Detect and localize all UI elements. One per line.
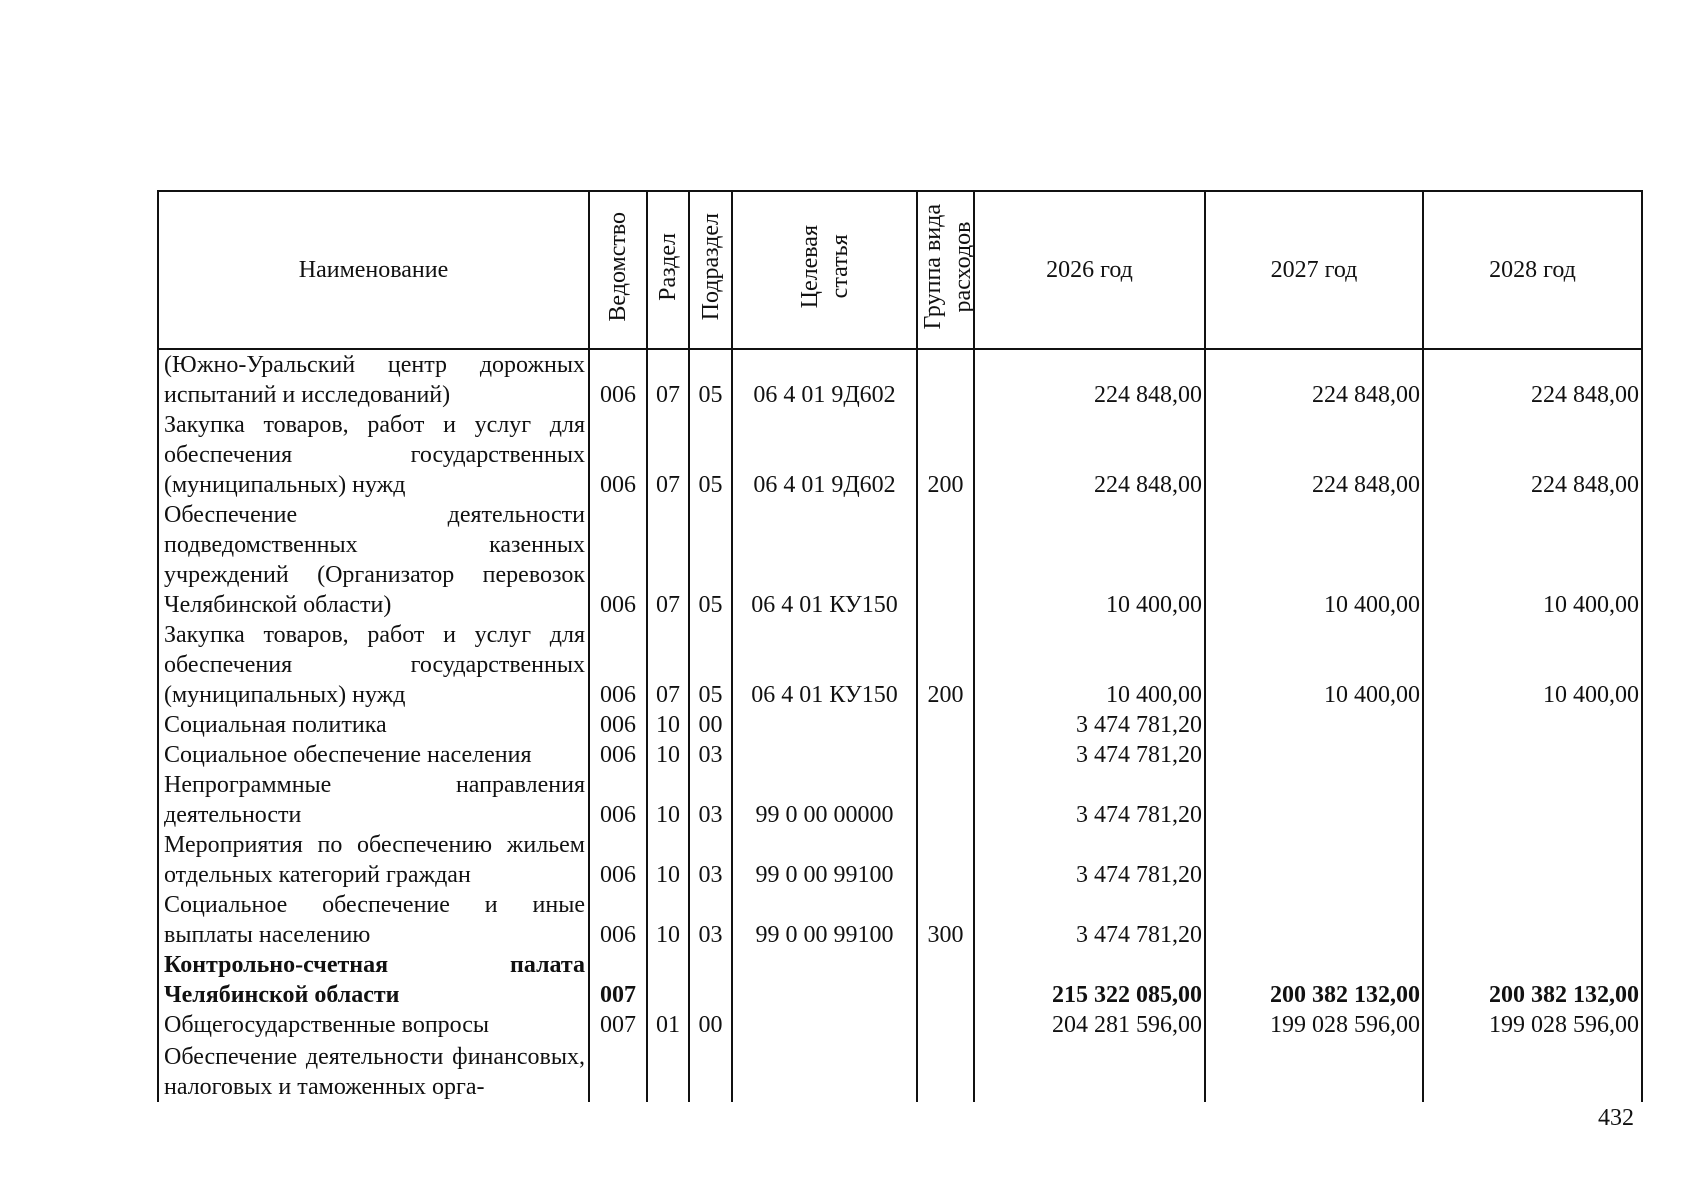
- row-amount-2028: 10 400,00: [1423, 500, 1642, 620]
- row-target-article: 06 4 01 9Д602: [732, 410, 917, 500]
- row-expense-group: 200: [917, 410, 974, 500]
- row-amount-2026: 10 400,00: [974, 620, 1205, 710]
- row-target-article: [732, 950, 917, 1010]
- row-section: [647, 950, 689, 1010]
- row-amount-2028: [1423, 770, 1642, 830]
- row-department: 006: [589, 410, 647, 500]
- row-name: Общегосударственные вопросы: [158, 1010, 589, 1040]
- row-amount-2026: 224 848,00: [974, 349, 1205, 410]
- row-amount-2026: 224 848,00: [974, 410, 1205, 500]
- row-target-article: 06 4 01 КУ150: [732, 500, 917, 620]
- row-amount-2026: 10 400,00: [974, 500, 1205, 620]
- row-amount-2028: [1423, 830, 1642, 890]
- row-expense-group: [917, 740, 974, 770]
- row-department: 006: [589, 740, 647, 770]
- table-row: [158, 349, 1642, 410]
- row-name: Социальная политика: [158, 710, 589, 740]
- row-amount-2027: 224 848,00: [1205, 349, 1423, 410]
- row-department: [589, 1040, 647, 1102]
- row-expense-group: [917, 500, 974, 620]
- table-row: [158, 950, 1642, 1010]
- header-year-2027: 2027 год: [1205, 191, 1423, 349]
- row-subsection: 05: [689, 500, 732, 620]
- header-year-2026: 2026 год: [974, 191, 1205, 349]
- row-amount-2026: 3 474 781,20: [974, 890, 1205, 950]
- row-section: 07: [647, 500, 689, 620]
- table-row: [158, 500, 1642, 620]
- row-expense-group: [917, 1010, 974, 1040]
- row-department: 006: [589, 500, 647, 620]
- row-section: [647, 1040, 689, 1102]
- row-section: 01: [647, 1010, 689, 1040]
- row-subsection: [689, 950, 732, 1010]
- row-section: 07: [647, 620, 689, 710]
- row-department: 006: [589, 620, 647, 710]
- row-amount-2027: 10 400,00: [1205, 500, 1423, 620]
- row-amount-2026: 204 281 596,00: [974, 1010, 1205, 1040]
- row-department: 007: [589, 1010, 647, 1040]
- row-subsection: 05: [689, 410, 732, 500]
- row-expense-group: [917, 770, 974, 830]
- row-department: 007: [589, 950, 647, 1010]
- row-name: Социальное обеспечение населения: [158, 740, 589, 770]
- header-expense-group: Группа вида расходов: [917, 191, 974, 349]
- row-subsection: 00: [689, 710, 732, 740]
- row-section: 10: [647, 710, 689, 740]
- row-amount-2026: 3 474 781,20: [974, 770, 1205, 830]
- row-expense-group: [917, 950, 974, 1010]
- row-target-article: 99 0 00 99100: [732, 890, 917, 950]
- row-section: 10: [647, 830, 689, 890]
- row-amount-2028: 199 028 596,00: [1423, 1010, 1642, 1040]
- row-department: 006: [589, 710, 647, 740]
- row-amount-2027: [1205, 830, 1423, 890]
- row-amount-2028: 224 848,00: [1423, 349, 1642, 410]
- row-amount-2026: 3 474 781,20: [974, 830, 1205, 890]
- row-expense-group: 300: [917, 890, 974, 950]
- row-amount-2028: [1423, 890, 1642, 950]
- row-name: Мероприятия по обеспечению жильем отдельных категорий граждан: [158, 830, 589, 890]
- row-amount-2027: [1205, 770, 1423, 830]
- header-section: Раздел: [647, 191, 689, 349]
- row-target-article: [732, 1010, 917, 1040]
- budget-table: [157, 190, 1643, 1102]
- page-number: 432: [1598, 1105, 1634, 1131]
- header-subsection: Подраздел: [689, 191, 732, 349]
- row-section: 07: [647, 349, 689, 410]
- row-amount-2026: 3 474 781,20: [974, 710, 1205, 740]
- row-amount-2027: 10 400,00: [1205, 620, 1423, 710]
- row-department: 006: [589, 890, 647, 950]
- row-name: Социальное обеспечение и иные выплаты населению: [158, 890, 589, 950]
- row-subsection: 00: [689, 1010, 732, 1040]
- row-amount-2028: 200 382 132,00: [1423, 950, 1642, 1010]
- row-name: Обеспечение деятельности подведомственных казенных учреждений (Организатор перевозок Челябинской области): [158, 500, 589, 620]
- row-amount-2027: [1205, 740, 1423, 770]
- row-subsection: 03: [689, 830, 732, 890]
- table-row: [158, 710, 1642, 740]
- row-amount-2028: [1423, 1040, 1642, 1102]
- row-department: 006: [589, 349, 647, 410]
- row-target-article: 99 0 00 00000: [732, 770, 917, 830]
- table-row: [158, 770, 1642, 830]
- row-target-article: [732, 710, 917, 740]
- row-amount-2027: [1205, 710, 1423, 740]
- row-section: 10: [647, 770, 689, 830]
- row-expense-group: [917, 349, 974, 410]
- row-expense-group: 200: [917, 620, 974, 710]
- row-amount-2027: [1205, 890, 1423, 950]
- row-amount-2028: [1423, 740, 1642, 770]
- row-amount-2028: 10 400,00: [1423, 620, 1642, 710]
- row-subsection: 03: [689, 740, 732, 770]
- row-name: (Южно-Уральский центр дорожных испытаний и исследований): [158, 349, 589, 410]
- row-target-article: 06 4 01 9Д602: [732, 349, 917, 410]
- row-amount-2028: [1423, 710, 1642, 740]
- table-row: [158, 1010, 1642, 1040]
- row-expense-group: [917, 1040, 974, 1102]
- row-target-article: [732, 740, 917, 770]
- table-row: [158, 620, 1642, 710]
- row-amount-2027: 224 848,00: [1205, 410, 1423, 500]
- table-row: [158, 830, 1642, 890]
- row-amount-2026: [974, 1040, 1205, 1102]
- header-department: Ведомство: [589, 191, 647, 349]
- row-name: Обеспечение деятельности финансовых, налоговых и таможенных орга-: [158, 1040, 589, 1102]
- row-target-article: 99 0 00 99100: [732, 830, 917, 890]
- row-name: Закупка товаров, работ и услуг для обеспечения государственных (муниципальных) нужд: [158, 620, 589, 710]
- header-year-2028: 2028 год: [1423, 191, 1642, 349]
- row-section: 07: [647, 410, 689, 500]
- row-subsection: 03: [689, 890, 732, 950]
- header-target-article: Целевая статья: [732, 191, 917, 349]
- row-subsection: 05: [689, 349, 732, 410]
- row-amount-2026: 3 474 781,20: [974, 740, 1205, 770]
- row-amount-2028: 224 848,00: [1423, 410, 1642, 500]
- row-expense-group: [917, 830, 974, 890]
- row-target-article: 06 4 01 КУ150: [732, 620, 917, 710]
- row-amount-2027: 200 382 132,00: [1205, 950, 1423, 1010]
- row-subsection: 05: [689, 620, 732, 710]
- row-section: 10: [647, 740, 689, 770]
- row-subsection: [689, 1040, 732, 1102]
- row-subsection: 03: [689, 770, 732, 830]
- row-name: Непрограммные направления деятельности: [158, 770, 589, 830]
- row-expense-group: [917, 710, 974, 740]
- table-row: [158, 1040, 1642, 1102]
- row-name: Закупка товаров, работ и услуг для обеспечения государственных (муниципальных) нужд: [158, 410, 589, 500]
- row-department: 006: [589, 770, 647, 830]
- row-target-article: [732, 1040, 917, 1102]
- row-department: 006: [589, 830, 647, 890]
- table-header-row: [158, 191, 1642, 349]
- row-amount-2027: 199 028 596,00: [1205, 1010, 1423, 1040]
- header-name: Наименование: [158, 191, 589, 349]
- row-amount-2027: [1205, 1040, 1423, 1102]
- table-row: [158, 890, 1642, 950]
- table-row: [158, 740, 1642, 770]
- row-name: Контрольно-счетная палата Челябинской области: [158, 950, 589, 1010]
- table-row: [158, 410, 1642, 500]
- row-amount-2026: 215 322 085,00: [974, 950, 1205, 1010]
- row-section: 10: [647, 890, 689, 950]
